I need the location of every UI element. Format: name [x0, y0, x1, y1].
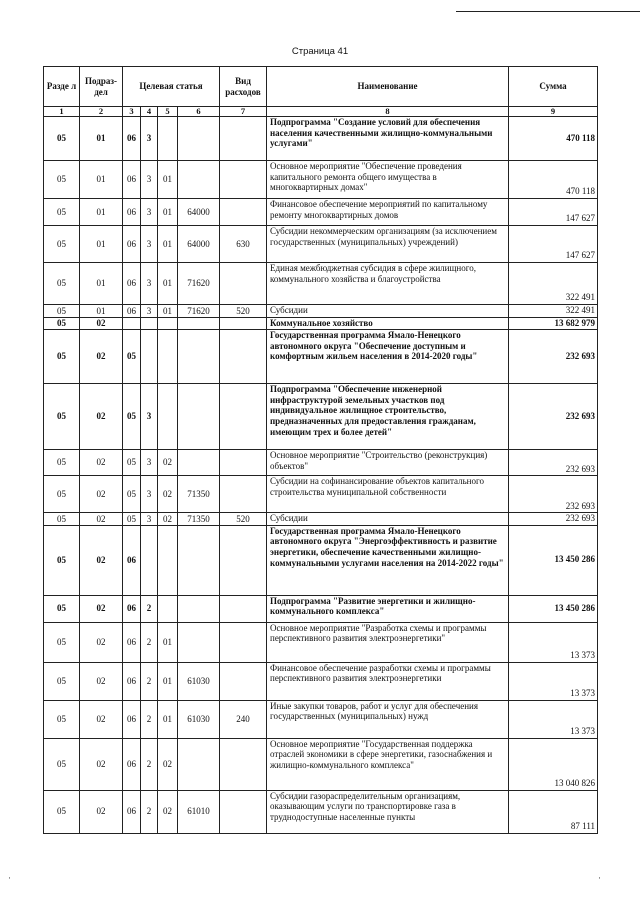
- cell-expense-type: [220, 161, 267, 199]
- cell-sum: 13 373: [509, 622, 598, 662]
- cell-sum: 13 373: [509, 662, 598, 700]
- cell-target-subprogram: 3: [141, 476, 158, 513]
- cell-target-measure: [158, 384, 178, 450]
- cell-target-direction: [178, 595, 220, 622]
- cell-subsection: 01: [80, 305, 123, 318]
- cell-expense-type: [220, 790, 267, 833]
- cell-target-direction: 64000: [178, 226, 220, 263]
- cell-target-program: 06: [123, 199, 141, 226]
- cell-expense-type: [220, 738, 267, 790]
- header-exp-type: Вид расходов: [220, 67, 267, 107]
- cell-section: 05: [44, 226, 80, 263]
- cell-target-subprogram: 3: [141, 226, 158, 263]
- cell-expense-type: 240: [220, 700, 267, 738]
- header-name: Наименование: [267, 67, 509, 107]
- table-row: [44, 263, 598, 305]
- cell-section: 05: [44, 263, 80, 305]
- table-row: [44, 117, 598, 161]
- cell-target-program: [123, 317, 141, 330]
- table-row: [44, 199, 598, 226]
- cell-expense-type: [220, 117, 267, 161]
- cell-target-measure: 01: [158, 263, 178, 305]
- cell-section: 05: [44, 305, 80, 318]
- cell-sum: 13 450 286: [509, 525, 598, 595]
- cell-sum: 322 491: [509, 263, 598, 305]
- cell-expense-type: [220, 662, 267, 700]
- table-row: [44, 662, 598, 700]
- table-row: [44, 450, 598, 476]
- cell-target-program: 06: [123, 226, 141, 263]
- cell-name: Государственная программа Ямало-Ненецкого автономного округа "Обеспечение доступным и комфортным жильем населения в 2014-2020 годы": [267, 330, 509, 384]
- cell-target-program: 05: [123, 476, 141, 513]
- cell-target-measure: 01: [158, 662, 178, 700]
- table-row: [44, 161, 598, 199]
- cell-target-program: 06: [123, 305, 141, 318]
- cell-section: 05: [44, 513, 80, 526]
- header-target: Целевая статья: [123, 67, 220, 107]
- table-row: [44, 513, 598, 526]
- cell-target-measure: 01: [158, 199, 178, 226]
- col-number: 1: [44, 107, 80, 117]
- cell-name: Основное мероприятие "Разработка схемы и программы перспективного развития электроэнергетики": [267, 622, 509, 662]
- cell-target-measure: 01: [158, 305, 178, 318]
- cell-target-subprogram: 3: [141, 263, 158, 305]
- cell-name: Финансовое обеспечение разработки схемы и программы перспективного развития электроэнергетики: [267, 662, 509, 700]
- page-label: Страница 41: [291, 46, 349, 57]
- scan-mark: ·: [598, 873, 601, 883]
- cell-name: Коммунальное хозяйство: [267, 317, 509, 330]
- cell-target-subprogram: 3: [141, 199, 158, 226]
- cell-name: Субсидии: [267, 305, 509, 318]
- cell-expense-type: [220, 595, 267, 622]
- scan-mark: ·: [8, 873, 11, 883]
- cell-expense-type: [220, 622, 267, 662]
- cell-target-direction: 71350: [178, 513, 220, 526]
- table-row: [44, 700, 598, 738]
- cell-target-direction: 61030: [178, 700, 220, 738]
- cell-target-direction: [178, 622, 220, 662]
- table-row: [44, 790, 598, 833]
- cell-target-measure: [158, 330, 178, 384]
- col-number: 6: [178, 107, 220, 117]
- col-number: 4: [141, 107, 158, 117]
- cell-section: 05: [44, 622, 80, 662]
- cell-name: Единая межбюджетная субсидия в сфере жилищного, коммунального хозяйства и благоустройства: [267, 263, 509, 305]
- cell-subsection: 02: [80, 790, 123, 833]
- cell-subsection: 01: [80, 117, 123, 161]
- cell-target-subprogram: 2: [141, 595, 158, 622]
- cell-sum: 232 693: [509, 450, 598, 476]
- cell-target-program: 06: [123, 525, 141, 595]
- cell-target-direction: 71350: [178, 476, 220, 513]
- cell-target-subprogram: 2: [141, 700, 158, 738]
- cell-sum: 13 040 826: [509, 738, 598, 790]
- cell-subsection: 02: [80, 330, 123, 384]
- cell-section: 05: [44, 117, 80, 161]
- cell-subsection: 02: [80, 622, 123, 662]
- header-subsection: Подраз-дел: [80, 67, 123, 107]
- cell-target-direction: 64000: [178, 199, 220, 226]
- cell-target-subprogram: 2: [141, 622, 158, 662]
- cell-target-measure: 01: [158, 622, 178, 662]
- cell-subsection: 02: [80, 595, 123, 622]
- cell-section: 05: [44, 317, 80, 330]
- cell-target-measure: [158, 525, 178, 595]
- cell-target-subprogram: 2: [141, 662, 158, 700]
- col-number: 3: [123, 107, 141, 117]
- cell-subsection: 02: [80, 384, 123, 450]
- cell-target-subprogram: 3: [141, 161, 158, 199]
- cell-expense-type: 630: [220, 226, 267, 263]
- col-number: 2: [80, 107, 123, 117]
- cell-target-program: 06: [123, 662, 141, 700]
- cell-target-measure: 01: [158, 700, 178, 738]
- cell-subsection: 02: [80, 700, 123, 738]
- cell-subsection: 01: [80, 161, 123, 199]
- cell-target-direction: 71620: [178, 305, 220, 318]
- cell-target-program: 06: [123, 790, 141, 833]
- cell-sum: 13 450 286: [509, 595, 598, 622]
- cell-subsection: 02: [80, 525, 123, 595]
- cell-subsection: 01: [80, 199, 123, 226]
- cell-target-program: 06: [123, 263, 141, 305]
- table-row: [44, 384, 598, 450]
- cell-target-measure: 01: [158, 226, 178, 263]
- cell-section: 05: [44, 199, 80, 226]
- cell-name: Подпрограмма "Создание условий для обеспечения населения качественными жилищно-коммунальными услугами": [267, 117, 509, 161]
- cell-section: 05: [44, 700, 80, 738]
- cell-expense-type: [220, 317, 267, 330]
- cell-target-direction: 61010: [178, 790, 220, 833]
- cell-subsection: 01: [80, 263, 123, 305]
- cell-target-subprogram: 3: [141, 384, 158, 450]
- col-number: 9: [509, 107, 598, 117]
- table-row: [44, 525, 598, 595]
- cell-name: Субсидии некоммерческим организациям (за исключением государственных (муниципальных) учреждений): [267, 226, 509, 263]
- cell-target-subprogram: 3: [141, 305, 158, 318]
- cell-sum: 13 682 979: [509, 317, 598, 330]
- cell-target-program: 06: [123, 700, 141, 738]
- cell-sum: 13 373: [509, 700, 598, 738]
- cell-target-measure: [158, 117, 178, 161]
- cell-target-program: 06: [123, 622, 141, 662]
- cell-sum: 232 693: [509, 513, 598, 526]
- cell-target-program: 05: [123, 450, 141, 476]
- cell-section: 05: [44, 161, 80, 199]
- cell-section: 05: [44, 384, 80, 450]
- cell-section: 05: [44, 738, 80, 790]
- cell-name: Основное мероприятие "Строительство (реконструкция) объектов": [267, 450, 509, 476]
- cell-section: 05: [44, 450, 80, 476]
- cell-sum: 232 693: [509, 476, 598, 513]
- cell-target-measure: 01: [158, 161, 178, 199]
- cell-expense-type: [220, 476, 267, 513]
- cell-target-program: 05: [123, 384, 141, 450]
- cell-target-subprogram: [141, 525, 158, 595]
- cell-name: Государственная программа Ямало-Ненецкого автономного округа "Энергоэффективность и развитие энергетики, обеспечение качественными жилищно-коммунальными услугами населения на 2014-2022 годы": [267, 525, 509, 595]
- cell-target-direction: [178, 384, 220, 450]
- cell-name: Подпрограмма "Развитие энергетики и жилищно-коммунального комплекса": [267, 595, 509, 622]
- header-section: Разде л: [44, 67, 80, 107]
- cell-target-program: 05: [123, 513, 141, 526]
- cell-subsection: 02: [80, 513, 123, 526]
- table-row: [44, 622, 598, 662]
- cell-target-direction: [178, 525, 220, 595]
- cell-expense-type: [220, 199, 267, 226]
- cell-subsection: 02: [80, 476, 123, 513]
- cell-target-program: 05: [123, 330, 141, 384]
- cell-target-program: 06: [123, 117, 141, 161]
- cell-name: Подпрограмма "Обеспечение инженерной инфраструктурой земельных участков под индивидуальное жилищное строительство, предназначенных для предоставления гражданам, имеющим трех и более детей": [267, 384, 509, 450]
- col-number: 5: [158, 107, 178, 117]
- cell-expense-type: 520: [220, 513, 267, 526]
- cell-expense-type: [220, 525, 267, 595]
- cell-target-direction: [178, 738, 220, 790]
- cell-target-subprogram: [141, 330, 158, 384]
- cell-expense-type: 520: [220, 305, 267, 318]
- cell-target-subprogram: 2: [141, 738, 158, 790]
- col-number: 7: [220, 107, 267, 117]
- cell-section: 05: [44, 525, 80, 595]
- cell-target-measure: 02: [158, 790, 178, 833]
- col-number: 8: [267, 107, 509, 117]
- cell-section: 05: [44, 790, 80, 833]
- cell-subsection: 02: [80, 662, 123, 700]
- cell-target-subprogram: 2: [141, 790, 158, 833]
- cell-name: Субсидии на софинансирование объектов капитального строительства муниципальной собственности: [267, 476, 509, 513]
- cell-name: Основное мероприятие "Обеспечение проведения капитального ремонта общего имущества в многоквартирных домах": [267, 161, 509, 199]
- cell-target-direction: [178, 317, 220, 330]
- cell-section: 05: [44, 662, 80, 700]
- cell-subsection: 02: [80, 317, 123, 330]
- cell-sum: 470 118: [509, 117, 598, 161]
- cell-target-subprogram: 3: [141, 450, 158, 476]
- cell-target-measure: 02: [158, 738, 178, 790]
- cell-name: Субсидии газораспределительным организациям, оказывающим услуги по транспортировке газа в труднодоступные населенные пункты: [267, 790, 509, 833]
- table-row: [44, 476, 598, 513]
- cell-target-program: 06: [123, 161, 141, 199]
- cell-name: Субсидии: [267, 513, 509, 526]
- cell-target-program: 06: [123, 738, 141, 790]
- cell-expense-type: [220, 263, 267, 305]
- cell-target-direction: [178, 330, 220, 384]
- cell-sum: 470 118: [509, 161, 598, 199]
- cell-subsection: 01: [80, 226, 123, 263]
- cell-target-program: 06: [123, 595, 141, 622]
- cell-name: Иные закупки товаров, работ и услуг для обеспечения государственных (муниципальных) нужд: [267, 700, 509, 738]
- cell-target-measure: [158, 595, 178, 622]
- cell-target-direction: [178, 161, 220, 199]
- cell-target-measure: 02: [158, 476, 178, 513]
- cell-sum: 322 491: [509, 305, 598, 318]
- cell-target-direction: 61030: [178, 662, 220, 700]
- cell-section: 05: [44, 595, 80, 622]
- cell-sum: 147 627: [509, 199, 598, 226]
- cell-target-measure: [158, 317, 178, 330]
- cell-target-direction: 71620: [178, 263, 220, 305]
- cell-expense-type: [220, 384, 267, 450]
- table-row: [44, 595, 598, 622]
- budget-table: [43, 66, 598, 834]
- table-row: [44, 226, 598, 263]
- table-row: [44, 305, 598, 318]
- table-row: [44, 738, 598, 790]
- cell-sum: 147 627: [509, 226, 598, 263]
- cell-subsection: 02: [80, 738, 123, 790]
- cell-target-direction: [178, 450, 220, 476]
- column-number-row: [44, 107, 598, 117]
- table-header-row: [44, 67, 598, 107]
- cell-target-measure: 02: [158, 513, 178, 526]
- cell-target-direction: [178, 117, 220, 161]
- table-row: [44, 317, 598, 330]
- cell-section: 05: [44, 330, 80, 384]
- cell-expense-type: [220, 330, 267, 384]
- header-sum: Сумма: [509, 67, 598, 107]
- cell-target-subprogram: 3: [141, 513, 158, 526]
- cell-name: Финансовое обеспечение мероприятий по капитальному ремонту многоквартирных домов: [267, 199, 509, 226]
- cell-target-subprogram: [141, 317, 158, 330]
- cell-name: Основное мероприятие "Государственная поддержка отраслей экономики в сфере энергетики, газоснабжения и жилищно-коммунального комплекса": [267, 738, 509, 790]
- cell-section: 05: [44, 476, 80, 513]
- cell-target-measure: 02: [158, 450, 178, 476]
- cell-expense-type: [220, 450, 267, 476]
- cell-sum: 232 693: [509, 384, 598, 450]
- top-rule: [456, 11, 640, 12]
- cell-subsection: 02: [80, 450, 123, 476]
- table-row: [44, 330, 598, 384]
- cell-sum: 232 693: [509, 330, 598, 384]
- cell-target-subprogram: 3: [141, 117, 158, 161]
- cell-sum: 87 111: [509, 790, 598, 833]
